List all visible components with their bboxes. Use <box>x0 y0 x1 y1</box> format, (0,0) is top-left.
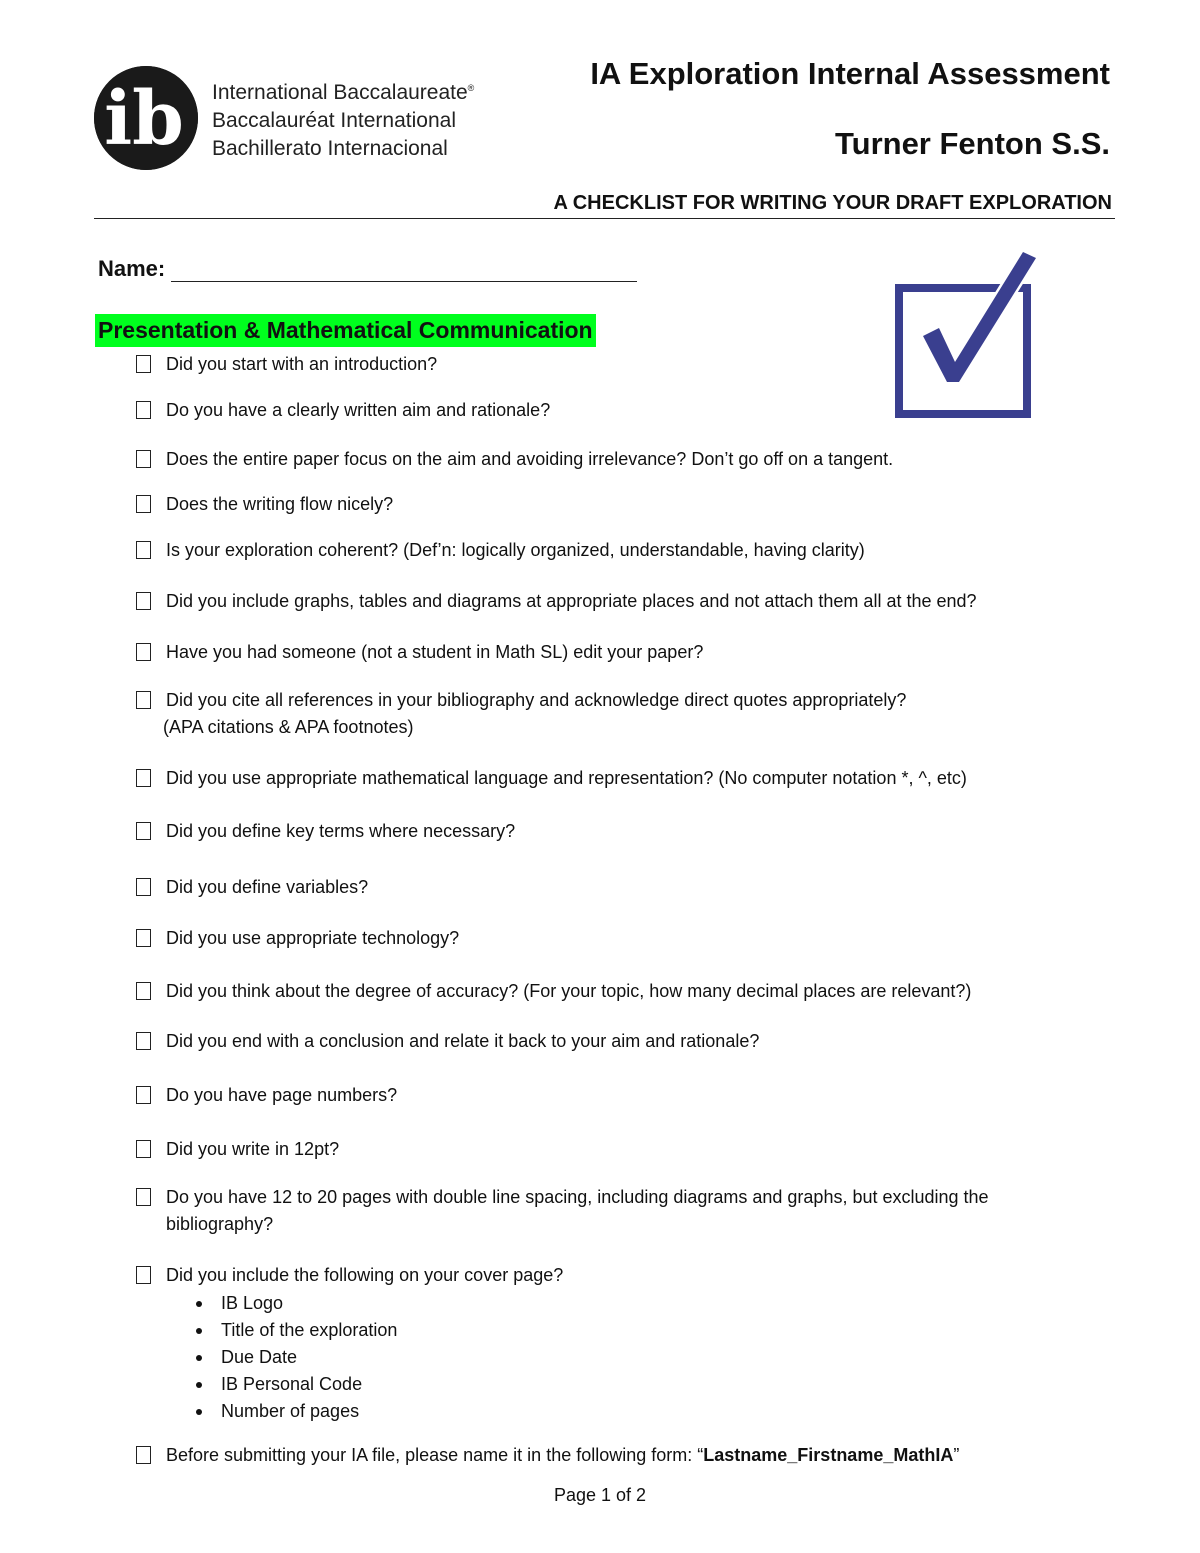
checklist-item-text: Did you include graphs, tables and diagrams at appropriate places and not attach them all at the end? <box>166 591 977 611</box>
checklist-item <box>136 639 1086 666</box>
checklist-item <box>136 351 1086 378</box>
cover-page-item: IB Personal Code <box>166 1371 563 1398</box>
checkbox[interactable] <box>136 592 151 610</box>
checkbox[interactable] <box>136 1266 151 1284</box>
checkbox[interactable] <box>136 691 151 709</box>
checklist-item <box>136 537 1086 564</box>
checklist-item-text: Do you have 12 to 20 pages with double line spacing, including diagrams and graphs, but excluding the bibliography? <box>166 1187 989 1234</box>
checklist-item-text: Did you define key terms where necessary? <box>166 821 516 841</box>
cover-page-item: Due Date <box>166 1344 563 1371</box>
checklist-item-text: Is your exploration coherent? (Def’n: logically organized, understandable, having clarity) <box>166 540 865 560</box>
name-label: Name: <box>98 256 166 281</box>
checklist-item <box>136 1136 1086 1163</box>
cover-page-list <box>166 1290 563 1425</box>
document-title: IA Exploration Internal Assessment <box>590 56 1110 91</box>
checklist-item-text: Did you use appropriate mathematical language and representation? (No computer notation *, ^, etc) <box>166 768 967 788</box>
checklist-item-text: Did you define variables? <box>166 877 369 897</box>
name-field[interactable] <box>98 256 637 282</box>
checklist-item <box>136 1082 1086 1109</box>
checklist-item-text: Do you have a clearly written aim and rationale? <box>166 400 551 420</box>
header-divider <box>94 218 1115 219</box>
checklist-item <box>136 765 1086 792</box>
checkbox[interactable] <box>136 982 151 1000</box>
checkbox[interactable] <box>136 1086 151 1104</box>
checkbox[interactable] <box>136 401 151 419</box>
checkbox[interactable] <box>136 643 151 661</box>
cover-page-item: Title of the exploration <box>166 1317 563 1344</box>
name-blank-line[interactable] <box>171 257 637 282</box>
checklist-item <box>136 1028 1086 1055</box>
cover-page-item: Number of pages <box>166 1398 563 1425</box>
checklist-item <box>136 1184 1086 1238</box>
checkbox[interactable] <box>136 822 151 840</box>
checkbox[interactable] <box>136 355 151 373</box>
filename-format: Lastname_Firstname_MathIA <box>703 1445 954 1465</box>
checklist-item-text: Did you start with an introduction? <box>166 354 438 374</box>
logo-line-en: International Baccalaureate <box>212 81 468 104</box>
checklist-item-text: Did you include the following on your cover page? <box>166 1265 564 1285</box>
cover-page-item: IB Logo <box>166 1290 563 1317</box>
checklist-item-text: Did you cite all references in your bibliography and acknowledge direct quotes appropriately? <box>166 690 907 710</box>
ib-logo <box>94 66 198 170</box>
checklist-item <box>136 397 1086 424</box>
checklist-item-text: Have you had someone (not a student in Math SL) edit your paper? <box>166 642 704 662</box>
checkbox[interactable] <box>136 450 151 468</box>
checklist-item <box>136 978 1086 1005</box>
logo-line-fr: Baccalauréat International <box>212 109 456 132</box>
section-heading: Presentation & Mathematical Communication <box>95 314 596 347</box>
checkbox[interactable] <box>136 1446 151 1464</box>
checkbox[interactable] <box>136 929 151 947</box>
checklist-item <box>136 1262 1086 1425</box>
checklist-item-text: Did you write in 12pt? <box>166 1139 340 1159</box>
ib-logo-wordmark <box>212 74 474 163</box>
checklist-item-text: Does the writing flow nicely? <box>166 494 394 514</box>
checklist-item <box>136 925 1086 952</box>
checkbox[interactable] <box>136 495 151 513</box>
checklist-item-text: Did you use appropriate technology? <box>166 928 460 948</box>
checklist-item <box>136 818 1086 845</box>
checkbox[interactable] <box>136 878 151 896</box>
checklist-item-text: Did you think about the degree of accuracy? (For your topic, how many decimal places are relevant?) <box>166 981 972 1001</box>
school-name: Turner Fenton S.S. <box>835 126 1110 161</box>
registered-mark: ® <box>467 83 475 93</box>
ib-logo-letters: ib <box>104 76 184 162</box>
checklist-item-text: Did you end with a conclusion and relate it back to your aim and rationale? <box>166 1031 760 1051</box>
checkbox[interactable] <box>136 541 151 559</box>
checklist-item <box>136 874 1086 901</box>
checkbox[interactable] <box>136 769 151 787</box>
checkbox[interactable] <box>136 1140 151 1158</box>
checklist-item <box>136 1442 1086 1469</box>
checklist-item-text: Do you have page numbers? <box>166 1085 398 1105</box>
document-subtitle: A CHECKLIST FOR WRITING YOUR DRAFT EXPLORATION <box>553 192 1112 214</box>
citation-note: (APA citations & APA footnotes) <box>163 717 414 737</box>
checkbox[interactable] <box>136 1032 151 1050</box>
page-number: Page 1 of 2 <box>553 1485 647 1505</box>
file-naming-instruction: Before submitting your IA file, please name it in the following form: “Lastname_Firstname_MathIA” <box>166 1445 960 1465</box>
checklist-item <box>136 491 1086 518</box>
checklist-item <box>136 687 1086 741</box>
checklist-item <box>136 446 1086 473</box>
logo-line-es: Bachillerato Internacional <box>212 137 448 160</box>
checklist-item <box>136 588 1086 615</box>
checkmark-icon <box>893 248 1039 422</box>
ib-logo-mark <box>94 66 198 170</box>
checkbox[interactable] <box>136 1188 151 1206</box>
checklist-item-text: Does the entire paper focus on the aim and avoiding irrelevance? Don’t go off on a tangent. <box>166 449 894 469</box>
